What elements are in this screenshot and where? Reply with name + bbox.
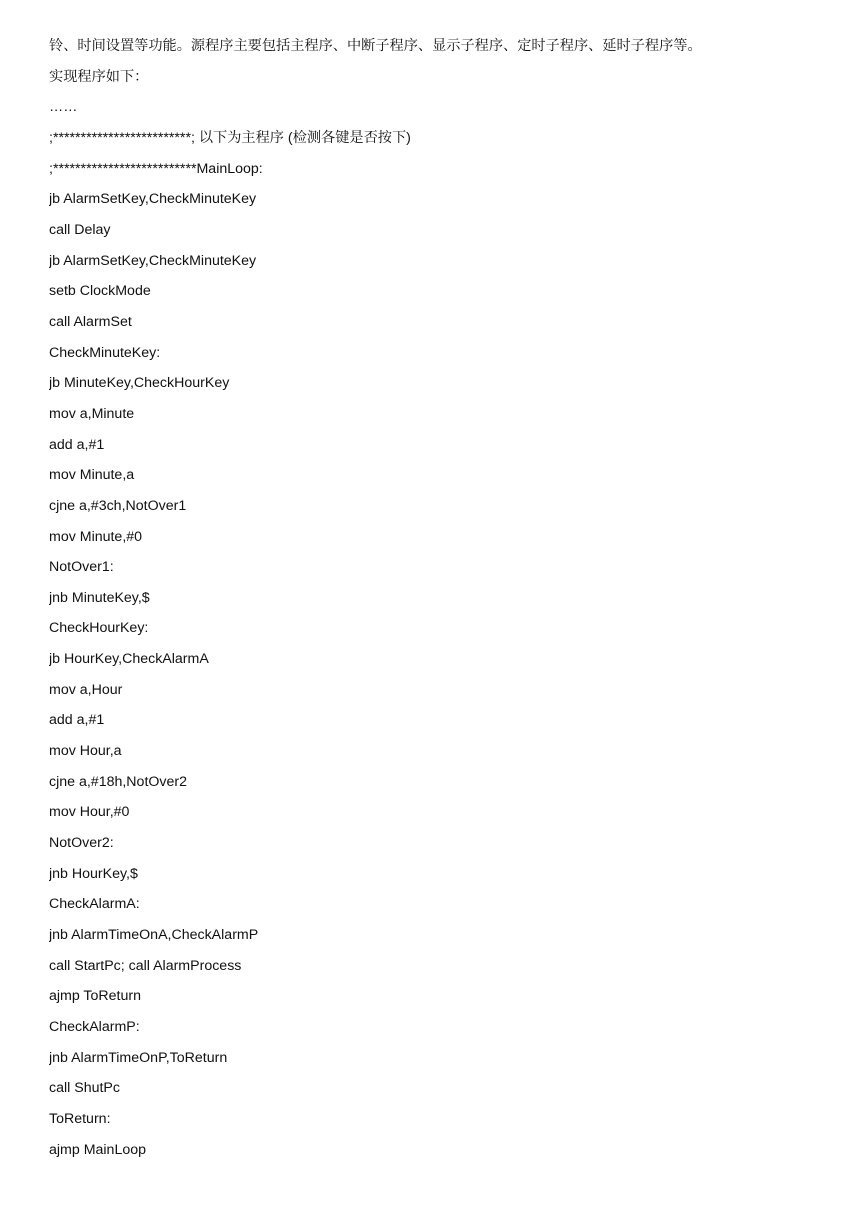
text-line: call StartPc; call AlarmProcess — [49, 957, 242, 974]
text-line: jb HourKey,CheckAlarmA — [49, 651, 209, 668]
text-line: jnb AlarmTimeOnA,CheckAlarmP — [49, 927, 259, 944]
text-line: jnb HourKey,$ — [49, 865, 138, 882]
text-line: ajmp ToReturn — [49, 988, 142, 1005]
text-line: call Delay — [49, 221, 111, 238]
text-line: call AlarmSet — [49, 313, 132, 330]
text-line: CheckMinuteKey: — [49, 344, 161, 361]
text-line: jb AlarmSetKey,CheckMinuteKey — [49, 252, 257, 269]
text-line: add a,#1 — [49, 712, 105, 729]
text-line: …… — [49, 99, 78, 116]
text-line: mov a,Hour — [49, 681, 123, 698]
text-line: cjne a,#3ch,NotOver1 — [49, 497, 187, 514]
text-line: CheckHourKey: — [49, 620, 149, 637]
text-line: setb ClockMode — [49, 283, 151, 300]
text-line: cjne a,#18h,NotOver2 — [49, 773, 188, 790]
text-line: NotOver1: — [49, 559, 114, 576]
code-listing — [49, 36, 839, 1170]
text-line: jb AlarmSetKey,CheckMinuteKey — [49, 191, 257, 208]
text-line: NotOver2: — [49, 835, 114, 852]
text-line: jb MinuteKey,CheckHourKey — [49, 375, 230, 392]
text-line: CheckAlarmP: — [49, 1019, 140, 1035]
text-line: mov Hour,a — [49, 743, 122, 760]
text-line: mov Hour,#0 — [49, 804, 130, 821]
text-line: mov a,Minute — [49, 405, 135, 422]
text-line: call ShutPc — [49, 1080, 120, 1097]
text-line: ajmp MainLoop — [49, 1141, 147, 1158]
text-line: 铃、时间设置等功能。源程序主要包括主程序、中断子程序、显示子程序、定时子程序、延时子程序等。 — [49, 38, 702, 54]
text-line: mov Minute,#0 — [49, 528, 143, 545]
text-line: jnb MinuteKey,$ — [49, 589, 150, 606]
text-line: ToReturn: — [49, 1110, 111, 1127]
text-line: ;**************************MainLoop: — [49, 160, 263, 177]
text-line: CheckAlarmA: — [49, 896, 140, 913]
text-line: add a,#1 — [49, 436, 105, 453]
text-line: 实现程序如下： — [49, 68, 149, 85]
text-line: ;*************************; 以下为主程序 (检测各键是否按下) — [49, 129, 411, 146]
text-line: mov Minute,a — [49, 467, 135, 484]
text-line: jnb AlarmTimeOnP,ToReturn — [49, 1049, 228, 1066]
